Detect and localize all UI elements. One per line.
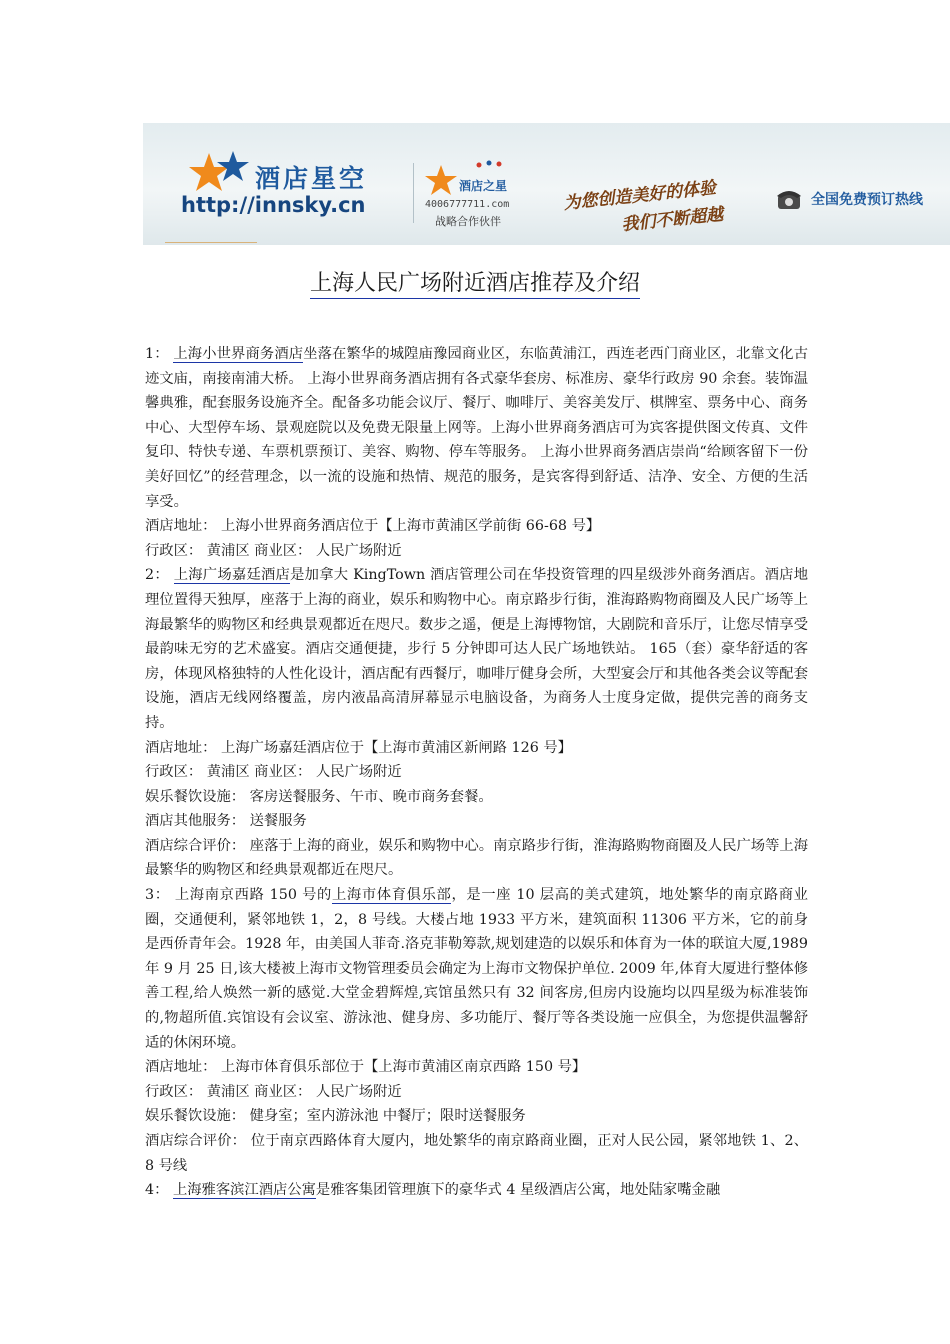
hotel-2-district: 行政区： 黄浦区 商业区： 人民广场附近 <box>145 764 402 781</box>
partner-tag: 战略合作伙伴 <box>435 215 501 228</box>
hotel-1-district: 行政区： 黄浦区 商业区： 人民广场附近 <box>145 542 402 559</box>
partner-name: 酒店之星 <box>459 179 508 193</box>
hotel-3-review: 酒店综合评价： 位于南京西路体育大厦内，地处繁华的南京路商业圈，正对人民公园，紧邻地铁 1、2、8 号线 <box>145 1133 808 1174</box>
partner-phone: 4006777711.com <box>425 199 510 210</box>
hotel-3-link[interactable]: 上海市体育俱乐部 <box>332 887 452 904</box>
hotel-1-intro: 1： 上海小世界商务酒店坐落在繁华的城隍庙豫园商业区，东临黄浦江，西连老西门商业区，北靠文化古迹文庙，南接南浦大桥。 上海小世界商务酒店拥有各式豪华套房、标准房、豪华行政房 90 余套。装饰温馨典雅，配套服务设施齐全。配备多功能会议厅、餐厅、咖啡厅、美容美发厅、棋牌室、票务中心、商务中心、大型停车场、景观庭院以及免费无限量上网等。上海小世界商务酒店可为宾客提供图文传真、文件复印、特快专递、车票机票预订、美容、购物、停车等服务。 上海小世界商务酒店崇尚“给顾客留下一份美好回忆”的经营理念，以一流的设施和热情、规范的服务，是宾客得到舒适、洁净、安全、方便的生活享受。 <box>145 346 808 510</box>
hotel-1-address: 酒店地址： 上海小世界商务酒店位于【上海市黄浦区学前街 66-68 号】 <box>145 518 601 535</box>
brand-name: 酒店星空 <box>255 164 368 193</box>
hotel-3-intro: 3： 上海南京西路 150 号的上海市体育俱乐部，是一座 10 层高的美式建筑，地处繁华的南京路商业圈，交通便利，紧邻地铁 1，2，8 号线。大楼占地 1933 平方米，建筑面积 11306 平方米，它的前身是西侨青年会。1928 年，由美国人菲奇.洛克菲勒筹款,规划建造的以娱乐和体育为一体的联谊大厦,1989 年 9 月 25 日,该大楼被上海市文物管理委员会确定为上海市文物保护单位. 2009 年,体育大厦进行整体修善工程,给人焕然一新的感觉.大堂金碧辉煌,宾馆虽然只有 32 间客房,但房内设施均以四星级为标准装饰的,物超所值.宾馆设有会议室、游泳池、健身房、多功能厅、餐厅等各类设施一应俱全，为您提供温馨舒适的休闲环境。 <box>145 887 808 1051</box>
slogan-line-2: 我们不断超越 <box>620 204 725 236</box>
banner-underline <box>165 242 257 243</box>
hotel-4-intro: 4： 上海雅客滨江酒店公寓是雅客集团管理旗下的豪华式 4 星级酒店公寓，地处陆家嘴金融 <box>145 1182 721 1199</box>
banner-divider <box>413 163 414 223</box>
partner-star-dots-icon <box>473 159 513 169</box>
hotel-2-intro: 2： 上海广场嘉廷酒店是加拿大 KingTown 酒店管理公司在华投资管理的四星级涉外商务酒店。酒店地理位置得天独厚，座落于上海的商业，娱乐和购物中心。南京路步行街，淮海路购物商圈及人民广场等上海最繁华的购物区和经典景观都近在咫尺。数步之遥，便是上海博物馆，大剧院和音乐厅，让您尽情享受最韵味无穷的艺术盛宴。酒店交通便捷，步行 5 分钟即可达人民广场地铁站。 165（套）豪华舒适的客房，体现风格独特的人性化设计，酒店配有西餐厅，咖啡厅健身会所，大型宴会厅和其他各类会议等配套设施，酒店无线网络覆盖，房内液晶高清屏幕显示电脑设备，为商务人士度身定做，提供完善的商务支持。 <box>145 567 808 731</box>
hotline-text: 全国免费预订热线 <box>811 192 923 208</box>
hotel-2-address: 酒店地址： 上海广场嘉廷酒店位于【上海市黄浦区新闸路 126 号】 <box>145 739 572 756</box>
slogan-line-1: 为您创造美好的体验 <box>562 178 717 214</box>
hotel-3-address: 酒店地址： 上海市体育俱乐部位于【上海市黄浦区南京西路 150 号】 <box>145 1059 587 1076</box>
star-logo-icon <box>187 149 251 199</box>
header-banner <box>143 123 950 245</box>
brand-url[interactable]: http://innsky.cn <box>181 193 366 217</box>
document-body <box>145 342 808 1203</box>
hotel-2-review: 酒店综合评价： 座落于上海的商业，娱乐和购物中心。南京路步行街，淮海路购物商圈及人民广场等上海最繁华的购物区和经典景观都近在咫尺。 <box>145 837 808 879</box>
partner-star-icon <box>423 163 459 199</box>
document-title: 上海人民广场附近酒店推荐及介绍 <box>0 266 950 297</box>
hotel-4-link[interactable]: 上海雅客滨江酒店公寓 <box>172 1182 316 1199</box>
telephone-icon <box>775 187 803 211</box>
hotel-3-dining: 娱乐餐饮设施： 健身室；室内游泳池 中餐厅；限时送餐服务 <box>145 1108 526 1125</box>
hotel-1-link[interactable]: 上海小世界商务酒店 <box>173 346 304 362</box>
hotel-3-district: 行政区： 黄浦区 商业区： 人民广场附近 <box>145 1083 402 1100</box>
hotel-2-dining: 娱乐餐饮设施： 客房送餐服务、午市、晚市商务套餐。 <box>145 788 493 805</box>
hotel-2-other-services: 酒店其他服务： 送餐服务 <box>145 813 307 830</box>
hotel-2-link[interactable]: 上海广场嘉廷酒店 <box>173 567 291 584</box>
